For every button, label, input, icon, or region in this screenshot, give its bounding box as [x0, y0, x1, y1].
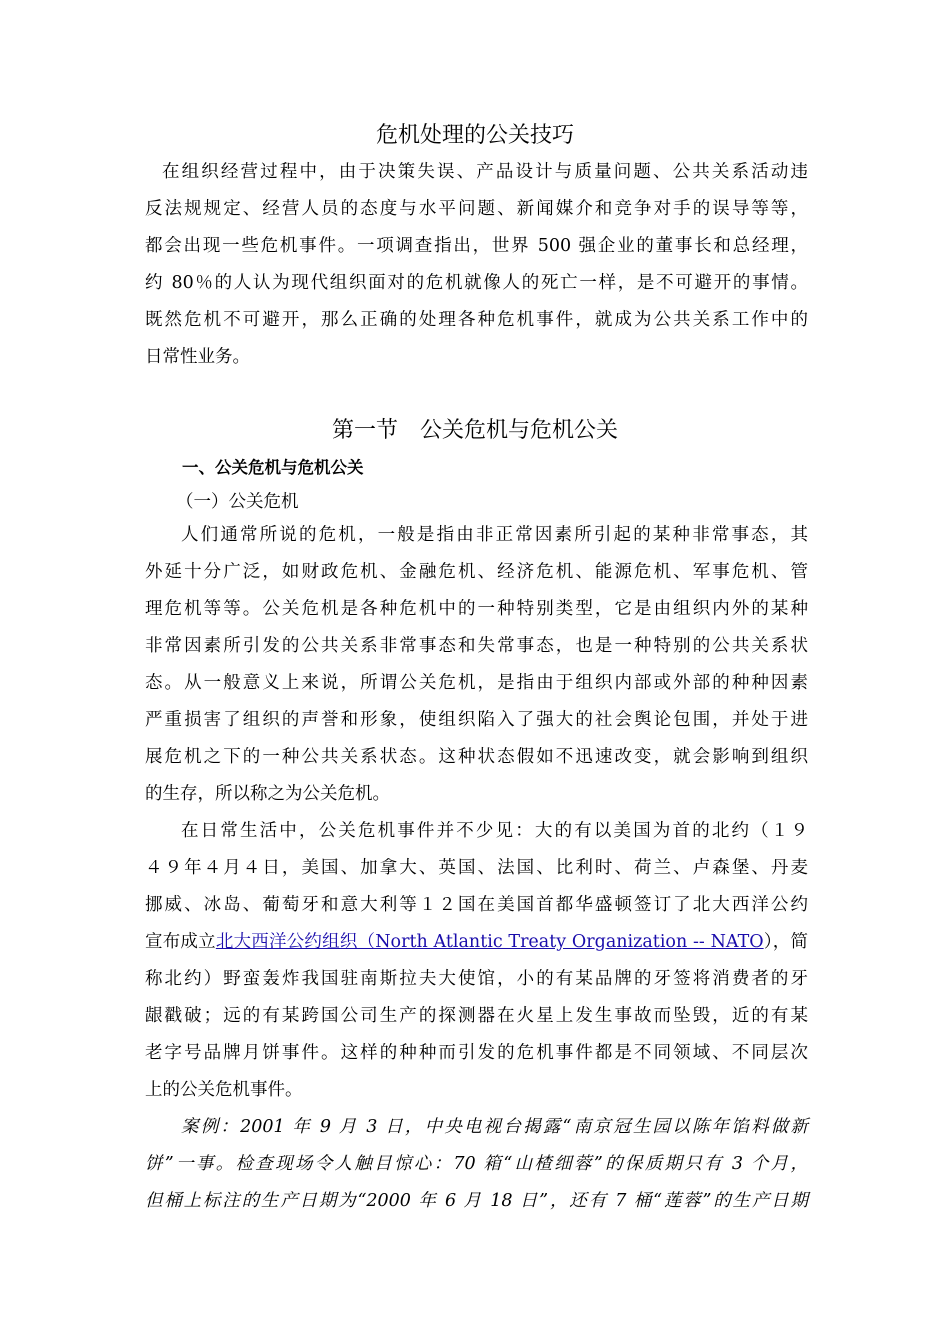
case-line: 案例：2001 年 9 月 3 日，中央电视台揭露“南京冠生园以陈年馅料做新 [181, 1117, 808, 1137]
paragraph-line: 上的公关危机事件。 [145, 1080, 303, 1100]
paragraph-line: 人们通常所说的危机，一般是指由非正常因素所引起的某种非常事态，其 [181, 525, 808, 545]
paragraph-line: 外延十分广泛，如财政危机、金融危机、经济危机、能源危机、军事危机、管 [145, 562, 808, 582]
intro-line: 既然危机不可避开，那么正确的处理各种危机事件，就成为公共关系工作中的 [145, 310, 808, 330]
crisis-examples-paragraph [145, 813, 808, 1109]
nato-link[interactable]: 北大西洋公约组织（North Atlantic Treaty Organization -- NATO [215, 932, 764, 952]
intro-paragraph [145, 154, 808, 376]
paragraph-line: 展危机之下的一种公共关系状态。这种状态假如不迅速改变，就会影响到组织 [145, 747, 808, 767]
paragraph-line: ４９年４月４日，美国、加拿大、英国、法国、比利时、荷兰、卢森堡、丹麦 [145, 858, 808, 878]
intro-line: 都会出现一些危机事件。一项调查指出，世界 500 强企业的董事长和总经理， [145, 236, 808, 256]
heading-level-1: 一、公关危机与危机公关 [182, 458, 364, 477]
paragraph-line: 称北约）野蛮轰炸我国驻南斯拉夫大使馆，小的有某品牌的牙签将消费者的牙 [145, 969, 808, 989]
case-line: 饼”一事。检查现场令人触目惊心：70 箱“山楂细蓉”的保质期只有 3 个月， [145, 1154, 808, 1174]
paragraph-line: 态。从一般意义上来说，所谓公关危机，是指由于组织内部或外部的种种因素 [145, 673, 808, 693]
document-title: 危机处理的公关技巧 [375, 123, 574, 148]
case-paragraph [145, 1109, 808, 1220]
intro-line: 约 80％的人认为现代组织面对的危机就像人的死亡一样，是不可避开的事情。 [145, 273, 808, 293]
paragraph-line: 挪威、冰岛、葡萄牙和意大利等１２国在美国首都华盛顿签订了北大西洋公约 [145, 895, 808, 915]
paragraph-line: 非常因素所引发的公共关系非常事态和失常事态，也是一种特别的公共关系状 [145, 636, 808, 656]
paragraph-line: 老字号品牌月饼事件。这样的种种而引发的危机事件都是不同领域、不同层次 [145, 1043, 808, 1063]
paragraph-line: 的生存，所以称之为公关危机。 [145, 784, 390, 804]
text-after-link: ），简 [763, 932, 808, 952]
text-before-link: 宣布成立 [145, 932, 216, 952]
paragraph-line: 在日常生活中，公关危机事件并不少见：大的有以美国为首的北约（１９ [181, 821, 808, 841]
intro-line: 在组织经营过程中，由于决策失误、产品设计与质量问题、公共关系活动违 [162, 162, 808, 182]
heading-level-2: （一）公关危机 [176, 492, 299, 512]
crisis-definition-paragraph [145, 517, 808, 813]
case-line: 但桶上标注的生产日期为“2000 年 6 月 18 日”，还有 7 桶“莲蓉”的生产日期 [145, 1191, 808, 1211]
paragraph-line: 严重损害了组织的声誉和形象，使组织陷入了强大的社会舆论包围，并处于进 [145, 710, 808, 730]
paragraph-line: 龈戳破；远的有某跨国公司生产的探测器在火星上发生事故而坠毁，近的有某 [145, 1006, 808, 1026]
paragraph-line: 理危机等等。公关危机是各种危机中的一种特别类型，它是由组织内外的某种 [145, 599, 808, 619]
intro-line: 日常性业务。 [145, 347, 250, 367]
intro-line: 反法规规定、经营人员的态度与水平问题、新闻媒介和竞争对手的误导等等， [145, 199, 808, 219]
section-title: 第一节 公关危机与危机公关 [331, 418, 618, 443]
paragraph-line-with-link [145, 924, 808, 961]
